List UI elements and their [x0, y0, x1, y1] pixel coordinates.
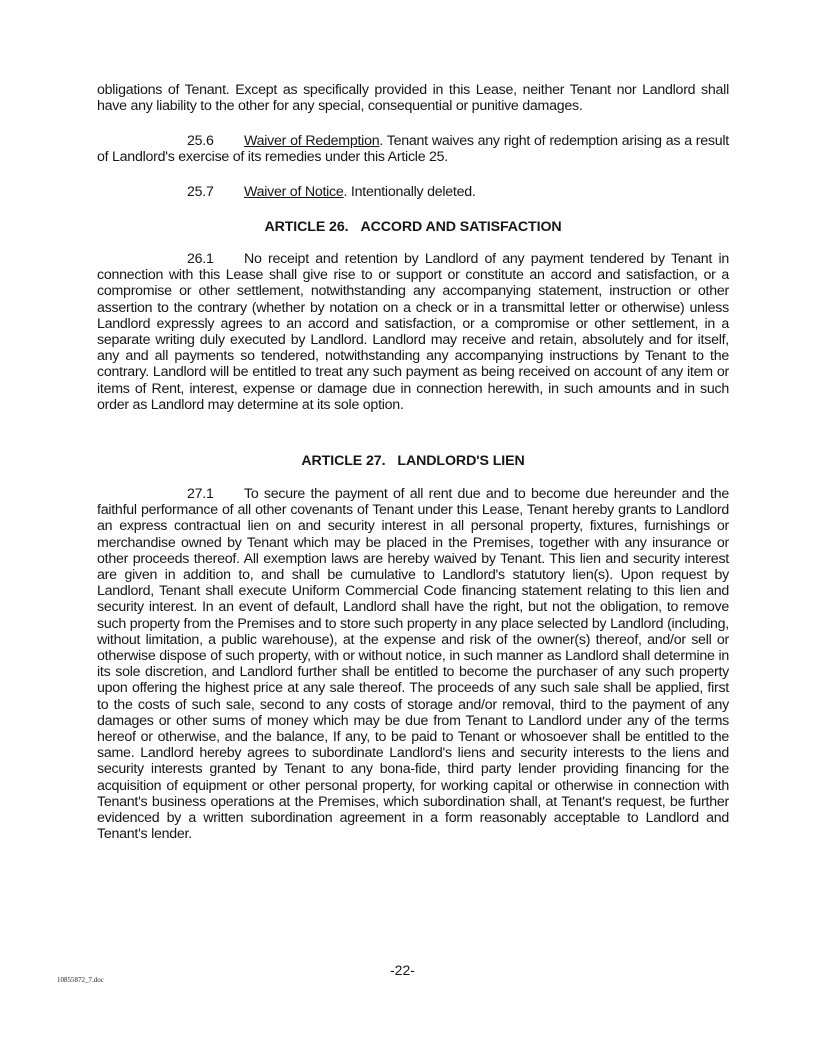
section-number: 27.1	[187, 486, 214, 502]
page-number: -22-	[390, 962, 415, 978]
section-number: 25.7	[187, 184, 214, 200]
intro-paragraph: obligations of Tenant. Except as specifically provided in this Lease, neither Tenant nor Landlord shall have any liability to the other for any special, consequential or punitive damages.	[97, 82, 729, 115]
section-25-6	[97, 133, 729, 165]
section-text: . Tenant waives any right of redemption arising as a result of Landlord's exercise of its remedies under this Article 25.	[97, 133, 729, 166]
section-26-1	[97, 251, 729, 413]
section-25-7	[97, 184, 729, 200]
article-title: LANDLORD'S LIEN	[397, 453, 525, 469]
section-text: To secure the payment of all rent due and to become due hereunder and the faithful performance of all other covenants of Tenant under this Lease, Tenant hereby grants to Landlord an express contractual lien on and security interest in all personal property, fixtures, furnishings or merchandise owned by Tenant which may be placed in the Premises, together with any insurance or other proceeds thereof. All exemption laws are hereby waived by Tenant. This lien and security interest are given in addition to, and shall be cumulative to Landlord's statutory lien(s). Upon request by Landlord, Tenant shall execute Uniform Commercial Code financing statement relating to this lien and security interest. In an event of default, Landlord shall have the right, but not the obligation, to remove such property from the Premises and to store such property in any place selected by Landlord (including, without limitation, a public warehouse), at the expense and risk of the owner(s) thereof, and/or sell or otherwise dispose of such property, with or without notice, in such manner as Landlord shall determine in its sole discretion, and Landlord further shall be entitled to become the purchaser of any such property upon offering the highest price at any sale thereof. The proceeds of any such sale shall be applied, first to the costs of such sale, second to any costs of storage and/or removal, third to the payment of any damages or other sums of money which may be due from Tenant to Landlord under any of the terms hereof or otherwise, and the balance, If any, to be paid to Tenant or whosoever shall be entitled to the same. Landlord hereby agrees to subordinate Landlord's liens and security interests to the liens and security interests granted by Tenant to any bona-fide, third party lender providing financing for the acquisition of equipment or other personal property, for working capital or otherwise in connection with Tenant's business operations at the Premises, which subordination shall, at Tenant's request, be further evidenced by a written subordination agreement in a form reasonably acceptable to Landlord and Tenant's lender.	[97, 486, 729, 843]
article-title: ACCORD AND SATISFACTION	[360, 219, 562, 235]
section-27-1	[97, 486, 729, 842]
document-code: 10855872_7.doc	[57, 976, 104, 984]
article-number: ARTICLE 27.	[301, 453, 386, 469]
section-number: 25.6	[187, 133, 214, 149]
article-27-heading	[97, 453, 729, 469]
article-number: ARTICLE 26.	[264, 219, 349, 235]
section-text: . Intentionally deleted.	[343, 184, 476, 200]
section-title: Waiver of Notice	[244, 184, 344, 200]
article-26-heading	[97, 219, 729, 235]
section-number: 26.1	[187, 251, 214, 267]
section-title: Waiver of Redemption	[244, 133, 380, 149]
section-text: No receipt and retention by Landlord of any payment tendered by Tenant in connection with this Lease shall give rise to or support or constitute an accord and satisfaction, or a compromise or other settlement, notwithstanding any accompanying statement, instruction or other assertion to the contrary (whether by notation on a check or in a transmittal letter or otherwise) unless Landlord expressly agrees to an accord and satisfaction, or a compromise or other settlement, in a separate writing duly executed by Landlord. Landlord may receive and retain, absolutely and for itself, any and all payments so tendered, notwithstanding any accompanying instructions by Tenant to the contrary. Landlord will be entitled to treat any such payment as being received on account of any item or items of Rent, interest, expense or damage due in connection herewith, in such amounts and in such order as Landlord may determine at its sole option.	[97, 251, 729, 413]
